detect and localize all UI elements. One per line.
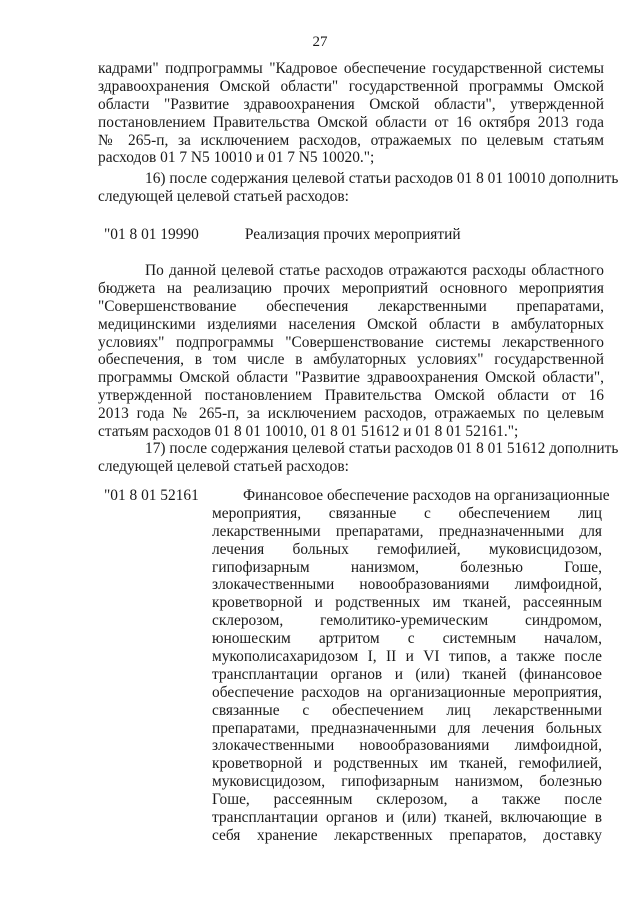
text-line: кадрами" подпрограммы "Кадровое обеспечение государственной системы	[98, 60, 604, 77]
text-line: постановлением Правительства Омской области от 16 октября 2013 года	[98, 113, 604, 131]
text-line: трансплантации органов и (или) тканей (финансовое	[212, 665, 602, 683]
text-line: трансплантации органов и (или) тканей, включающие в	[212, 809, 602, 827]
text-line: себя хранение лекарственных препаратов, доставку	[212, 826, 602, 844]
text-line: мероприятия, связанные с обеспечением лиц	[212, 504, 602, 522]
text-line: № 265-п, за исключением расходов, отражаемых по целевым статьям	[98, 131, 604, 149]
text-line: мукополисахаридозом I, II и VI типов, а также после	[212, 648, 602, 666]
text-line: следующей целевой статьей расходов:	[98, 457, 349, 475]
text-line: утвержденной постановлением Правительства Омской области от 16	[98, 387, 604, 405]
text-line: медицинскими изделиями населения Омской области в амбулаторных	[98, 315, 604, 333]
text-line: склерозом, гемолитико-уремическим синдромом,	[212, 612, 602, 630]
text-line: кроветворной и родственных им тканей, рассеянным	[212, 594, 602, 612]
text-line: юношеским артритом с системным началом,	[212, 630, 602, 648]
text-line: Финансовое обеспечение расходов на организационные	[243, 487, 610, 504]
text-line: обеспечения, в том числе в амбулаторных условиях" государственной	[98, 351, 604, 369]
budget-code: "01 8 01 52161	[104, 487, 199, 504]
text-line: Гоше, рассеянным склерозом, а также после	[212, 791, 602, 809]
text-line: злокачественными новообразованиями лимфоидной,	[212, 737, 602, 755]
budget-title: Реализация прочих мероприятий	[244, 226, 461, 243]
text-line: кроветворной и родственных им тканей, гемофилией,	[212, 755, 602, 773]
budget-code: "01 8 01 19990	[104, 226, 199, 243]
text-line: "Совершенствование обеспечения лекарственными препаратами,	[98, 297, 604, 315]
text-line: 16) после содержания целевой статьи расходов 01 8 01 10010 дополнить	[145, 170, 619, 187]
text-line: условиях" подпрограммы "Совершенствование системы лекарственного	[98, 333, 604, 351]
text-line: обеспечение расходов на организационные мероприятия,	[212, 683, 602, 701]
text-line: злокачественными новообразованиями лимфоидной,	[212, 576, 602, 594]
text-line: бюджета на реализацию прочих мероприятий основного мероприятия	[98, 279, 604, 297]
text-line: следующей целевой статьей расходов:	[98, 187, 349, 205]
text-line: расходов 01 7 N5 10010 и 01 7 N5 10020.";	[98, 149, 375, 167]
text-line: 2013 года № 265-п, за исключением расходов, отражаемых по целевым	[98, 405, 604, 423]
text-line: 17) после содержания целевой статьи расходов 01 8 01 51612 дополнить	[145, 440, 619, 457]
text-line: гипофизарным нанизмом, болезнью Гоше,	[212, 558, 602, 576]
text-line: препаратами, предназначенными для лечения больных	[212, 719, 602, 737]
item-16	[98, 170, 619, 206]
page-number: 27	[312, 34, 328, 50]
text-line: лекарственными препаратами, предназначенными для	[212, 522, 602, 540]
budget-entry-52161-title	[212, 487, 610, 845]
item-17	[98, 440, 619, 476]
text-line: По данной целевой статье расходов отражаются расходы областного	[145, 262, 604, 279]
text-line: муковисцидозом, гипофизарным нанизмом, болезнью	[212, 773, 602, 791]
text-line: здравоохранения Омской области" государственной программы Омской	[98, 77, 604, 95]
text-line: области "Развитие здравоохранения Омской области", утвержденной	[98, 95, 604, 113]
text-line: лечения больных гемофилией, муковисцидозом,	[212, 540, 602, 558]
paragraph-continuation	[98, 60, 604, 167]
text-line: программы Омской области "Развитие здравоохранения Омской области",	[98, 369, 604, 387]
paragraph-19990-description	[98, 262, 604, 441]
text-line: статьям расходов 01 8 01 10010, 01 8 01 51612 и 01 8 01 52161.";	[98, 423, 519, 441]
text-line: связанные с обеспечением лиц лекарственными	[212, 701, 602, 719]
budget-entry-19990	[104, 226, 604, 244]
